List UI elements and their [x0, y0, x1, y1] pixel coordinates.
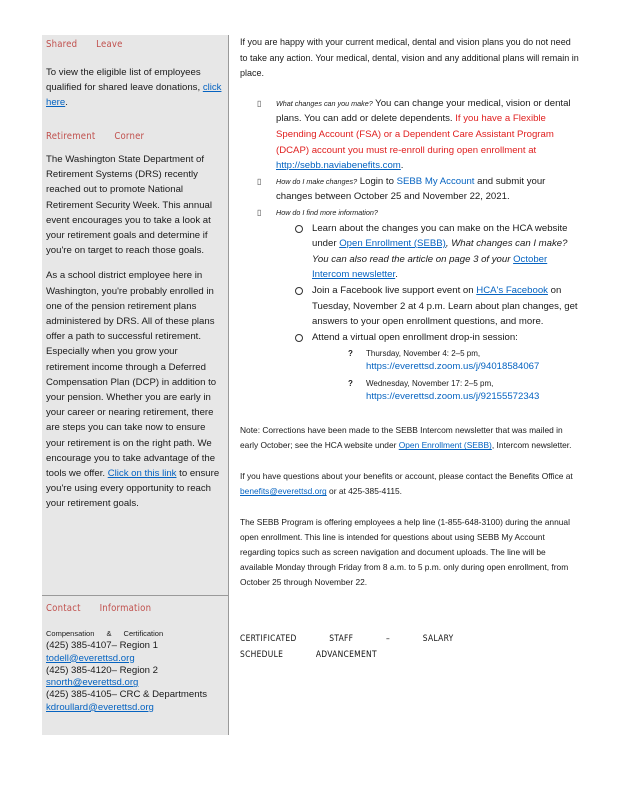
- shared-leave-end: .: [65, 97, 68, 109]
- open-enrollment-link[interactable]: Open Enrollment (SEBB): [339, 238, 446, 250]
- session-2-label: Wednesday, November 17: 2–5 pm,: [366, 379, 494, 389]
- crc-email-link[interactable]: kdroullard@everettsd.org: [46, 701, 154, 713]
- benefits-email-link[interactable]: benefits@everettsd.org: [240, 486, 327, 497]
- questions-end: or at 425-385-4115.: [326, 486, 402, 497]
- salary-schedule-heading: CERTIFICATED STAFF – SALARY SCHEDULE ADVANCEMENT: [240, 633, 454, 660]
- bullet-more-info-question: How do I find more information?: [276, 207, 378, 217]
- question-bullet-icon: ?: [348, 379, 353, 389]
- comp-cert-label: Compensation & Certification: [46, 629, 164, 638]
- bullet-how-change-text: Login to: [357, 175, 397, 187]
- circle-bullet-icon: [295, 334, 303, 342]
- bullet-what-changes: [257, 96, 580, 174]
- shared-leave-heading: Shared Leave: [46, 39, 123, 50]
- session-2-zoom-link[interactable]: https://everettsd.zoom.us/j/92155572343: [366, 391, 540, 403]
- region1-email-link[interactable]: todell@everettsd.org: [46, 652, 135, 664]
- contact-heading: Contact Information: [46, 603, 152, 614]
- shared-leave-section: [42, 39, 228, 111]
- bullet-what-changes-text: You can change your medical, vision or dental plans. You can add or delete dependents.: [276, 97, 571, 125]
- session-list: [348, 347, 576, 403]
- session-2: [348, 377, 576, 403]
- bullet-how-change-end: and submit your changes between October 25 and November 22, 2021.: [276, 175, 546, 203]
- sidebar-divider: [42, 595, 228, 596]
- question-bullet-icon: ?: [348, 349, 353, 359]
- bullet-more-info: [257, 205, 580, 221]
- bullet-what-changes-question: What changes can you make?: [276, 98, 373, 108]
- region2-phone: (425) 385-4120– Region 2: [46, 664, 159, 676]
- circle-bullet-icon: [295, 225, 303, 233]
- corrections-note-text: Note: Corrections have been made to the SEBB Intercom newsletter that was mailed in early October; see the HCA website under: [240, 425, 563, 451]
- retirement-paragraph-1: The Washington State Department of Retirement Systems (DRS) recently reached out to promote National Retirement Security Week. This annual event encourages you to take a look at your retirement goals and determine if you're on target to reach those goals.: [46, 154, 213, 257]
- sebb-my-account-link[interactable]: SEBB My Account: [396, 175, 475, 187]
- sub-item-learn-text: Learn about the changes you can make on the HCA website under: [312, 222, 568, 250]
- retirement-section: [42, 131, 228, 512]
- session-1-zoom-link[interactable]: https://everettsd.zoom.us/j/94018584067: [366, 361, 540, 373]
- october-intercom-link[interactable]: October Intercom newsletter: [312, 253, 548, 281]
- bullet-marker: ▯: [257, 207, 262, 217]
- session-1: [348, 347, 576, 373]
- bullet-how-change-question: How do I make changes?: [276, 176, 358, 186]
- sub-item-dropin: [312, 330, 580, 346]
- corrections-note-end: , Intercom newsletter.: [491, 440, 572, 451]
- sidebar: [42, 35, 229, 735]
- bullet-list: [257, 96, 580, 404]
- region2-email-link[interactable]: snorth@everettsd.org: [46, 677, 139, 689]
- shared-leave-link[interactable]: click here: [46, 82, 222, 109]
- shared-leave-body: To view the eligible list of employees qualified for shared leave donations,: [46, 67, 201, 94]
- main-column: [240, 35, 580, 662]
- fsa-notice: If you have a Flexible Spending Account (FSA) or a Dependent Care Assistant Program (DCAP) account you must re-enroll during open enrollment at: [276, 113, 554, 156]
- sub-list: [312, 221, 580, 404]
- bullet-how-change: [257, 174, 580, 205]
- retirement-link[interactable]: Click on this link: [107, 468, 177, 480]
- hca-facebook-link[interactable]: HCA's Facebook: [476, 284, 548, 296]
- sub-item-learn: [312, 221, 580, 283]
- circle-bullet-icon: [295, 287, 303, 295]
- session-1-label: Thursday, November 4: 2–5 pm,: [366, 349, 481, 359]
- corrections-note: [240, 423, 580, 453]
- retirement-paragraph-2-text: As a school district employee here in Washington, you're probably enrolled in one of the pension retirement plans administered by DRS. All of these plans offer a path to successful retirement. Especially when you grow your retirement income through a Deferred Compensation Plan (DCP) in addition to your pension. Whether you are early in your career or nearing retirement, there are steps you can take now to ensure your retirement is on the right path. We encourage you to take advantage of the tools we offer.: [46, 270, 217, 480]
- sub-item-learn-end: .: [395, 269, 398, 281]
- crc-phone: (425) 385-4105– CRC & Departments: [46, 689, 208, 701]
- shared-leave-text: [46, 65, 222, 111]
- note-open-enrollment-link[interactable]: Open Enrollment (SEBB): [398, 440, 492, 451]
- sub-item-learn-mid: , What changes can I make? You can also read the article on page 3 of your: [312, 238, 568, 265]
- intro-paragraph: If you are happy with your current medical, dental and vision plans you do not need to take any action. Your medical, dental, vision and any additional plans will remain in place.: [240, 37, 579, 79]
- retirement-heading: Retirement Corner: [46, 131, 145, 142]
- navia-link[interactable]: http://sebb.naviabenefits.com: [276, 160, 401, 172]
- bullet-marker: ▯: [257, 98, 262, 108]
- questions-paragraph: [240, 469, 580, 499]
- helpline-paragraph: The SEBB Program is offering employees a help line (1-855-648-3100) during the annual open enrollment. This line is intended for questions about using SEBB My Account regarding topics such as screen navigation and document uploads. The line will be available Monday through Friday from 8 a.m. to 5 p.m. only during open enrollment, from October 25 through November 22.: [240, 517, 570, 588]
- sub-item-facebook: [312, 283, 580, 330]
- bullet-marker: ▯: [257, 176, 262, 186]
- bullet-what-changes-end: .: [400, 160, 404, 172]
- questions-text: If you have questions about your benefits or account, please contact the Benefits Office at: [240, 471, 573, 482]
- sub-item-facebook-end: on Tuesday, November 2 at 4 p.m. Learn about plan changes, get answers to your open enrollment questions, and more.: [312, 284, 578, 328]
- sub-item-dropin-text: Attend a virtual open enrollment drop-in session:: [312, 331, 518, 343]
- retirement-paragraph-2: [46, 268, 222, 511]
- sub-item-facebook-text: Join a Facebook live support event on: [312, 284, 477, 296]
- retirement-paragraph-2-end: to ensure you're using every opportunity to reach your retirement goals.: [46, 468, 220, 510]
- contact-section: [42, 603, 228, 714]
- region1-phone: (425) 385-4107– Region 1: [46, 640, 159, 652]
